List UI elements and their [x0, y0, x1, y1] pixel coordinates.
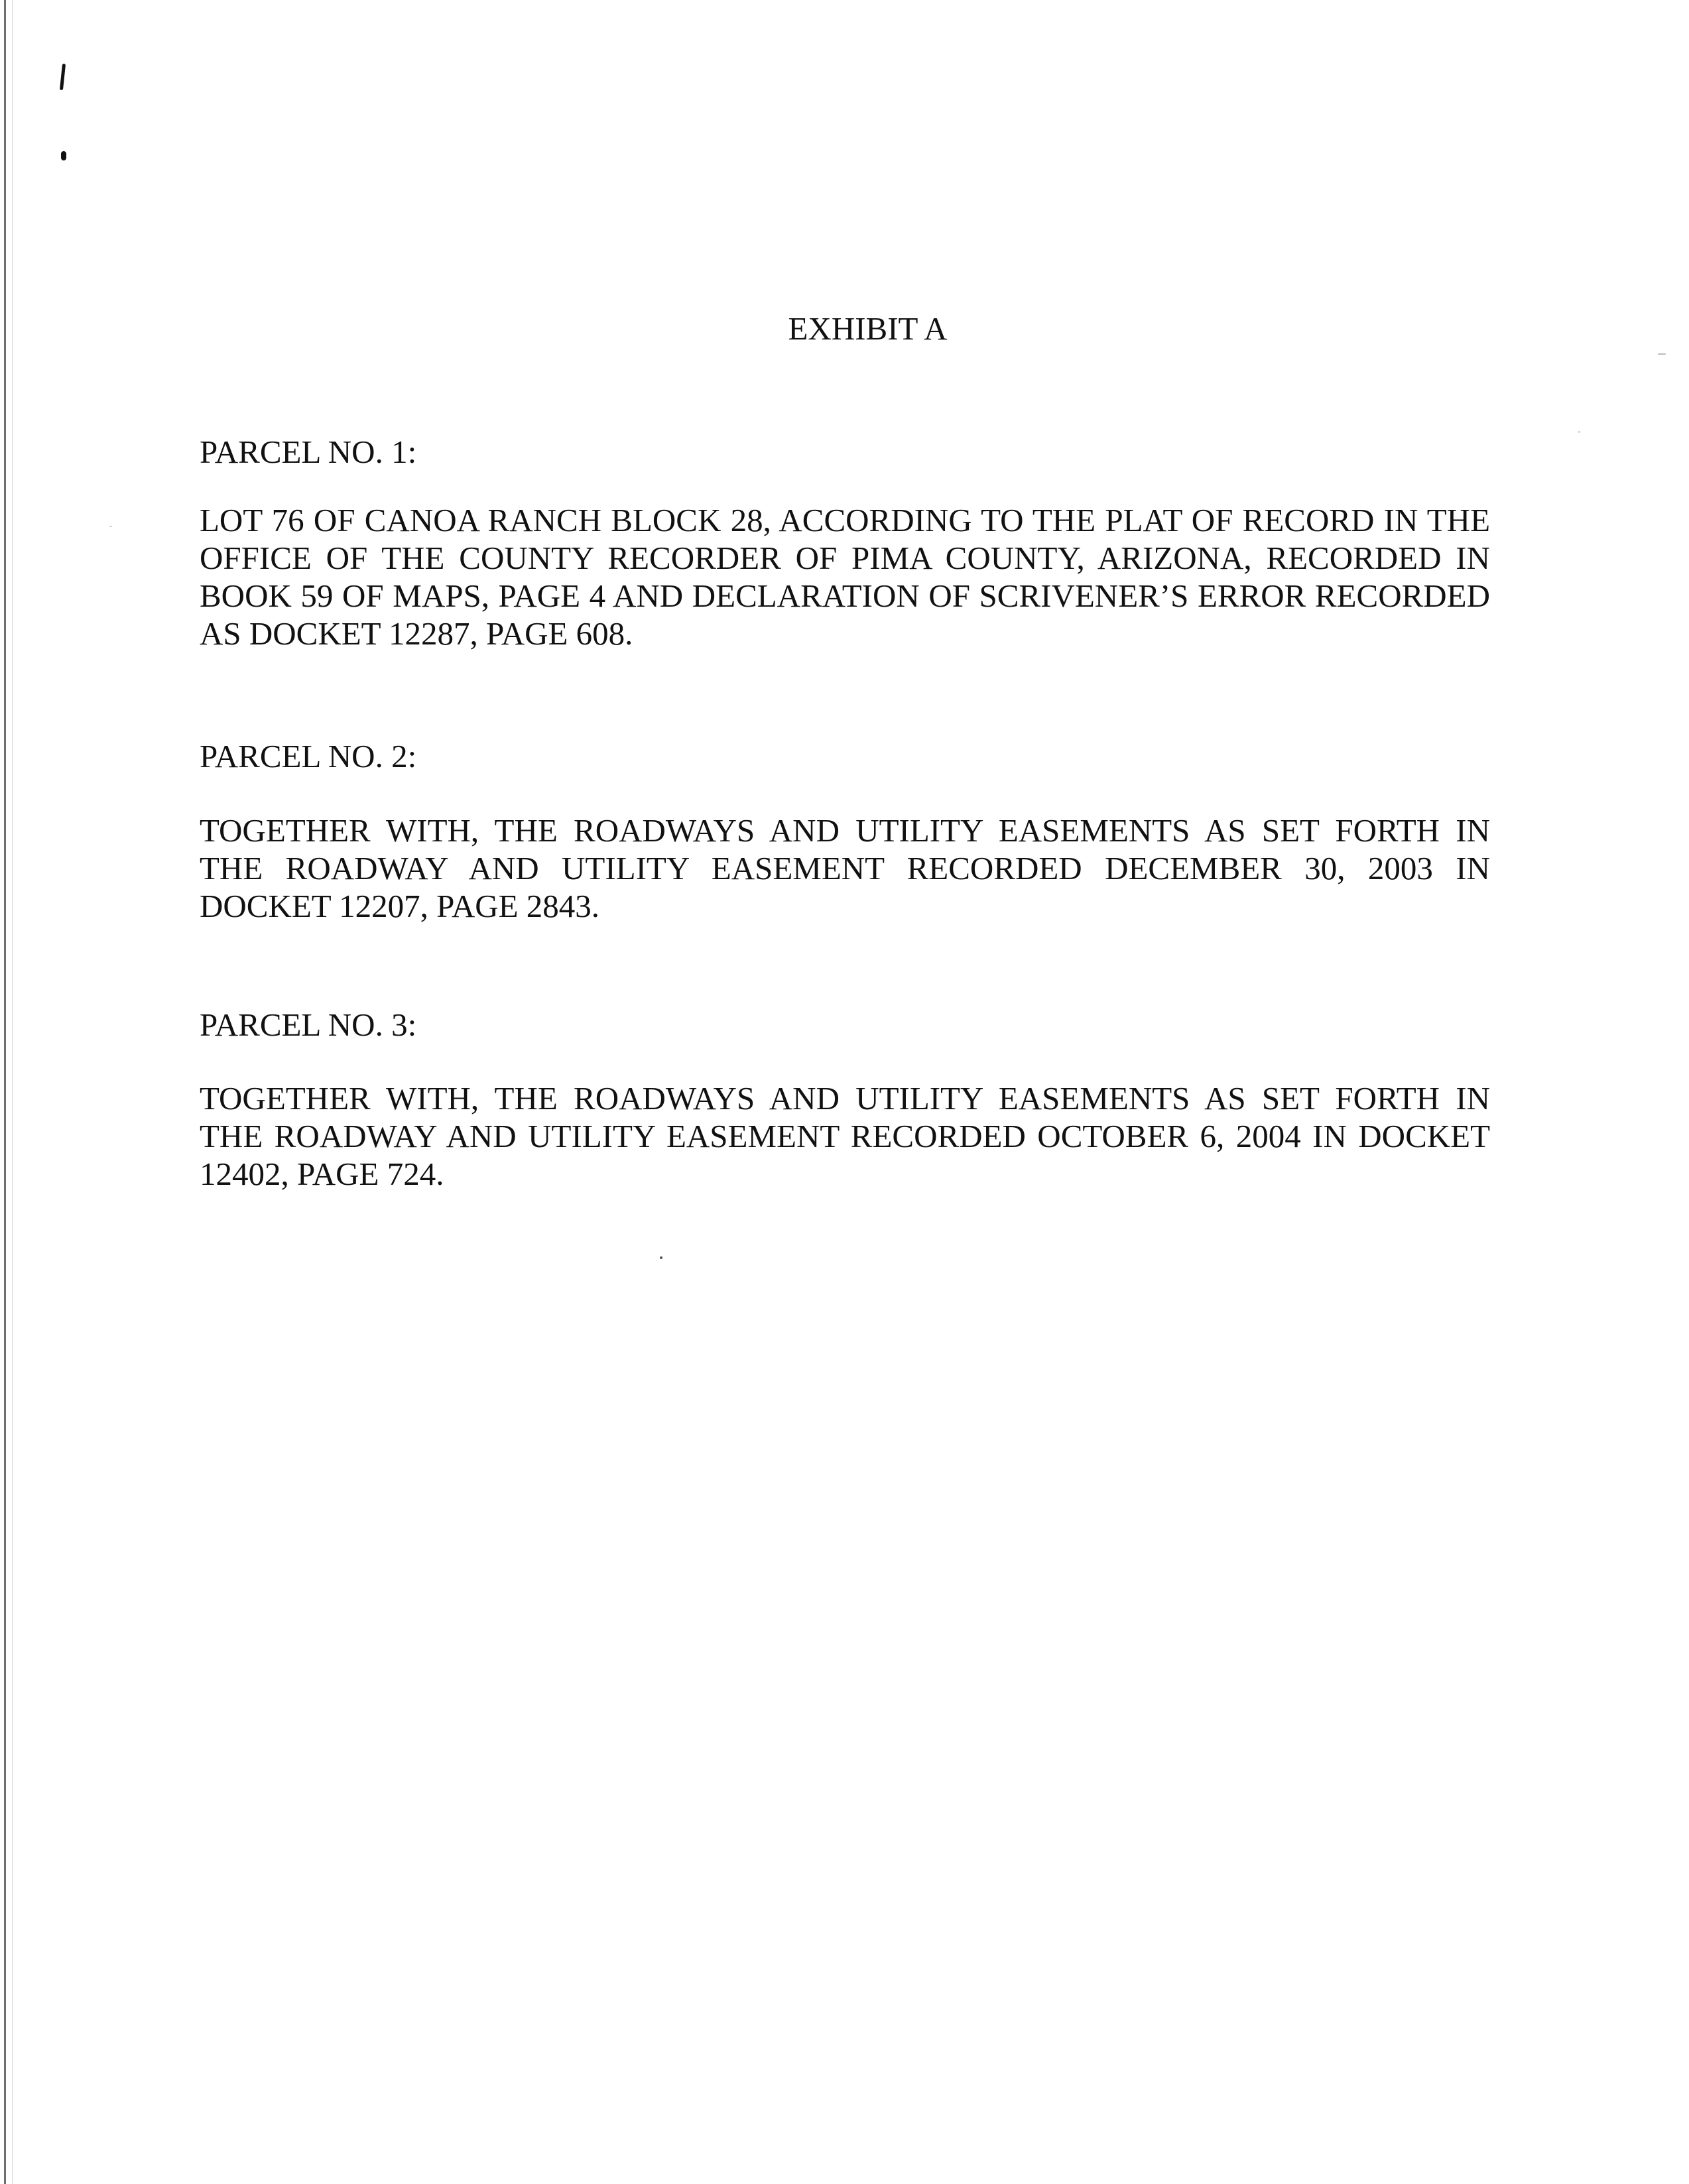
- scan-mark: [61, 151, 66, 160]
- parcel-3-line-1: TOGETHER WITH, THE ROADWAYS AND UTILITY EASEMENTS AS SET FORTH IN: [200, 1080, 1490, 1117]
- parcel-1-line-1: LOT 76 OF CANOA RANCH BLOCK 28, ACCORDING TO THE PLAT OF RECORD IN THE: [200, 502, 1490, 538]
- parcel-1-description: [200, 501, 1490, 652]
- parcel-1-line-2: OFFICE OF THE COUNTY RECORDER OF PIMA COUNTY, ARIZONA, RECORDED IN: [200, 540, 1490, 576]
- scan-mark: [660, 1256, 662, 1259]
- parcel-1-line-3: BOOK 59 OF MAPS, PAGE 4 AND DECLARATION OF SCRIVENER’S ERROR RECORDED: [200, 577, 1490, 614]
- parcel-1-line-4: AS DOCKET 12287, PAGE 608.: [200, 615, 633, 652]
- scan-mark: [1578, 431, 1580, 433]
- parcel-3-line-3: 12402, PAGE 724.: [200, 1156, 444, 1192]
- scan-mark: [60, 64, 66, 90]
- parcel-2-line-3: DOCKET 12207, PAGE 2843.: [200, 888, 600, 924]
- parcel-2-heading: PARCEL NO. 2:: [200, 738, 417, 774]
- parcel-2-line-1: TOGETHER WITH, THE ROADWAYS AND UTILITY EASEMENTS AS SET FORTH IN: [200, 812, 1490, 849]
- parcel-3-heading: PARCEL NO. 3:: [200, 1006, 417, 1043]
- parcel-2-description: [200, 812, 1490, 925]
- scan-mark: [109, 526, 112, 527]
- parcel-3-description: [200, 1079, 1490, 1193]
- scan-mark: [1658, 353, 1666, 355]
- exhibit-title: EXHIBIT A: [788, 310, 948, 347]
- parcel-1-heading: PARCEL NO. 1:: [200, 434, 417, 470]
- parcel-3-line-2: THE ROADWAY AND UTILITY EASEMENT RECORDED OCTOBER 6, 2004 IN DOCKET: [200, 1118, 1490, 1154]
- parcel-2-line-2: THE ROADWAY AND UTILITY EASEMENT RECORDED DECEMBER 30, 2003 IN: [200, 850, 1490, 886]
